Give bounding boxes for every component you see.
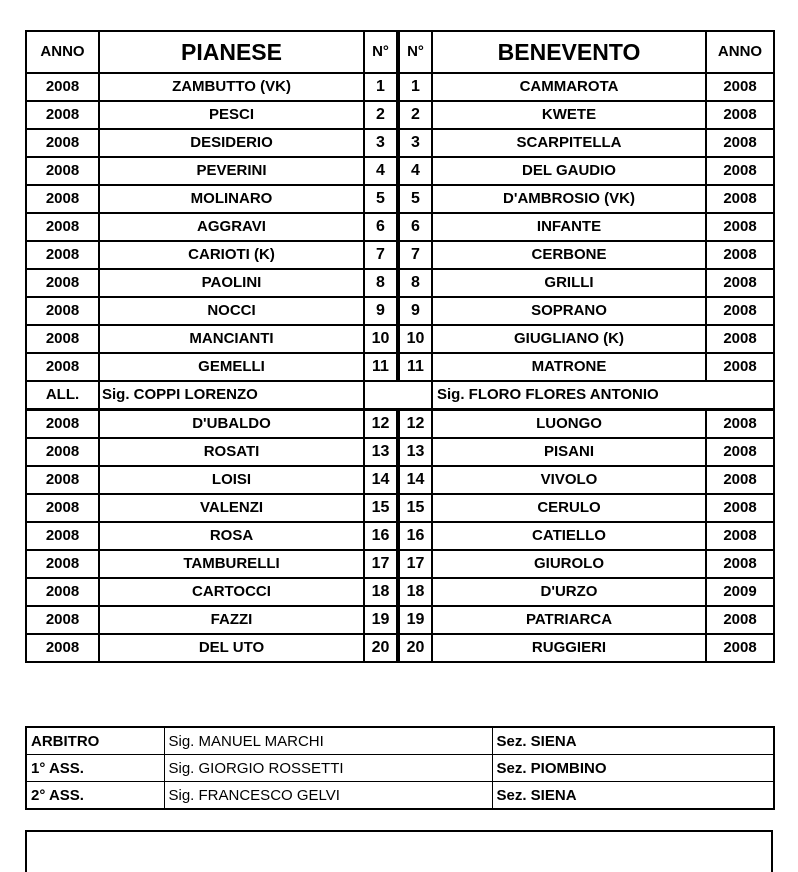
home-player-year: 2008 (26, 410, 99, 439)
home-player-name: CARIOTI (K) (99, 241, 364, 269)
home-number-header: N° (364, 31, 398, 73)
away-player-year: 2008 (706, 466, 774, 494)
home-year-header: ANNO (26, 31, 99, 73)
away-coach-name: Sig. FLORO FLORES ANTONIO (432, 381, 774, 410)
away-player-name: D'AMBROSIO (VK) (432, 185, 706, 213)
away-player-number: 1 (398, 73, 432, 101)
home-player-number: 18 (364, 578, 398, 606)
player-row (26, 185, 774, 213)
official-name: Sig. FRANCESCO GELVI (164, 782, 492, 810)
home-player-number: 6 (364, 213, 398, 241)
away-player-year: 2008 (706, 185, 774, 213)
away-player-year: 2008 (706, 101, 774, 129)
away-player-name: GRILLI (432, 269, 706, 297)
away-player-year: 2009 (706, 578, 774, 606)
home-player-year: 2008 (26, 438, 99, 466)
away-player-name: GIUROLO (432, 550, 706, 578)
away-player-year: 2008 (706, 241, 774, 269)
away-player-number: 4 (398, 157, 432, 185)
home-player-number: 16 (364, 522, 398, 550)
home-player-number: 2 (364, 101, 398, 129)
home-player-name: CARTOCCI (99, 578, 364, 606)
home-player-number: 17 (364, 550, 398, 578)
coaches-empty-cell (364, 381, 432, 410)
player-row (26, 101, 774, 129)
away-player-number: 11 (398, 353, 432, 381)
official-name: Sig. GIORGIO ROSSETTI (164, 755, 492, 782)
away-player-name: CAMMAROTA (432, 73, 706, 101)
home-player-year: 2008 (26, 213, 99, 241)
home-player-name: DESIDERIO (99, 129, 364, 157)
player-row (26, 353, 774, 381)
official-row (26, 782, 774, 810)
away-player-name: CATIELLO (432, 522, 706, 550)
home-player-year: 2008 (26, 269, 99, 297)
coaches-row-group (26, 381, 774, 410)
home-player-year: 2008 (26, 101, 99, 129)
away-player-year: 2008 (706, 353, 774, 381)
away-player-year: 2008 (706, 269, 774, 297)
away-player-year: 2008 (706, 213, 774, 241)
away-player-year: 2008 (706, 606, 774, 634)
home-player-number: 14 (364, 466, 398, 494)
away-player-year: 2008 (706, 410, 774, 439)
away-player-number: 12 (398, 410, 432, 439)
home-coach-name: Sig. COPPI LORENZO (99, 381, 364, 410)
staff-label: ALL. (26, 381, 99, 410)
player-row (26, 269, 774, 297)
away-player-name: CERULO (432, 494, 706, 522)
away-number-header: N° (398, 31, 432, 73)
away-player-number: 6 (398, 213, 432, 241)
home-player-name: FAZZI (99, 606, 364, 634)
player-row (26, 241, 774, 269)
home-player-year: 2008 (26, 578, 99, 606)
home-player-year: 2008 (26, 325, 99, 353)
home-player-name: ZAMBUTTO (VK) (99, 73, 364, 101)
home-player-name: PEVERINI (99, 157, 364, 185)
player-row (26, 494, 774, 522)
home-player-number: 8 (364, 269, 398, 297)
home-player-name: LOISI (99, 466, 364, 494)
notes-box (25, 830, 773, 872)
home-player-name: TAMBURELLI (99, 550, 364, 578)
away-player-number: 18 (398, 578, 432, 606)
away-player-name: GIUGLIANO (K) (432, 325, 706, 353)
away-player-name: CERBONE (432, 241, 706, 269)
away-player-name: VIVOLO (432, 466, 706, 494)
player-row (26, 550, 774, 578)
away-player-name: SCARPITELLA (432, 129, 706, 157)
player-row (26, 410, 774, 439)
home-player-number: 11 (364, 353, 398, 381)
official-role: 1° ASS. (26, 755, 164, 782)
away-player-name: D'URZO (432, 578, 706, 606)
away-player-name: DEL GAUDIO (432, 157, 706, 185)
away-player-name: RUGGIERI (432, 634, 706, 662)
player-row (26, 438, 774, 466)
home-player-year: 2008 (26, 550, 99, 578)
player-row (26, 73, 774, 101)
home-player-name: VALENZI (99, 494, 364, 522)
away-player-number: 3 (398, 129, 432, 157)
home-player-year: 2008 (26, 494, 99, 522)
away-player-number: 17 (398, 550, 432, 578)
away-player-name: LUONGO (432, 410, 706, 439)
player-row (26, 297, 774, 325)
home-player-number: 13 (364, 438, 398, 466)
away-player-year: 2008 (706, 550, 774, 578)
official-role: ARBITRO (26, 727, 164, 755)
home-player-number: 3 (364, 129, 398, 157)
home-player-name: D'UBALDO (99, 410, 364, 439)
home-player-year: 2008 (26, 522, 99, 550)
away-player-number: 19 (398, 606, 432, 634)
home-player-year: 2008 (26, 129, 99, 157)
away-player-year: 2008 (706, 129, 774, 157)
player-row (26, 578, 774, 606)
home-player-year: 2008 (26, 73, 99, 101)
officials-table (25, 726, 775, 810)
away-player-year: 2008 (706, 325, 774, 353)
away-team-name: BENEVENTO (432, 31, 706, 73)
home-player-year: 2008 (26, 185, 99, 213)
official-row (26, 755, 774, 782)
player-row (26, 522, 774, 550)
away-player-name: INFANTE (432, 213, 706, 241)
away-player-number: 2 (398, 101, 432, 129)
home-player-year: 2008 (26, 297, 99, 325)
official-section: Sez. SIENA (492, 727, 774, 755)
away-player-name: PISANI (432, 438, 706, 466)
away-player-number: 14 (398, 466, 432, 494)
home-player-year: 2008 (26, 241, 99, 269)
away-player-name: KWETE (432, 101, 706, 129)
starters-list (26, 73, 774, 381)
reserves-list (26, 410, 774, 663)
official-name: Sig. MANUEL MARCHI (164, 727, 492, 755)
home-player-name: PAOLINI (99, 269, 364, 297)
home-player-number: 15 (364, 494, 398, 522)
away-player-year: 2008 (706, 522, 774, 550)
home-team-name: PIANESE (99, 31, 364, 73)
home-player-number: 19 (364, 606, 398, 634)
home-player-number: 12 (364, 410, 398, 439)
away-player-year: 2008 (706, 297, 774, 325)
home-player-name: AGGRAVI (99, 213, 364, 241)
home-player-year: 2008 (26, 634, 99, 662)
away-player-number: 16 (398, 522, 432, 550)
away-player-number: 9 (398, 297, 432, 325)
away-player-name: MATRONE (432, 353, 706, 381)
home-player-number: 5 (364, 185, 398, 213)
away-player-number: 5 (398, 185, 432, 213)
home-player-name: ROSA (99, 522, 364, 550)
away-player-number: 13 (398, 438, 432, 466)
away-player-number: 15 (398, 494, 432, 522)
away-player-number: 7 (398, 241, 432, 269)
player-row (26, 325, 774, 353)
player-row (26, 634, 774, 662)
home-player-number: 9 (364, 297, 398, 325)
away-player-year: 2008 (706, 634, 774, 662)
coaches-row (26, 381, 774, 410)
home-player-year: 2008 (26, 353, 99, 381)
home-player-name: PESCI (99, 101, 364, 129)
home-player-year: 2008 (26, 606, 99, 634)
away-player-number: 8 (398, 269, 432, 297)
away-player-name: SOPRANO (432, 297, 706, 325)
away-player-year: 2008 (706, 494, 774, 522)
home-player-name: GEMELLI (99, 353, 364, 381)
official-section: Sez. SIENA (492, 782, 774, 810)
away-player-year: 2008 (706, 157, 774, 185)
home-player-year: 2008 (26, 157, 99, 185)
away-player-name: PATRIARCA (432, 606, 706, 634)
player-row (26, 157, 774, 185)
home-player-number: 10 (364, 325, 398, 353)
player-row (26, 129, 774, 157)
player-row (26, 606, 774, 634)
home-player-name: MOLINARO (99, 185, 364, 213)
away-year-header: ANNO (706, 31, 774, 73)
away-player-number: 20 (398, 634, 432, 662)
home-player-number: 7 (364, 241, 398, 269)
home-player-year: 2008 (26, 466, 99, 494)
home-player-name: ROSATI (99, 438, 364, 466)
home-player-number: 1 (364, 73, 398, 101)
away-player-year: 2008 (706, 73, 774, 101)
official-row (26, 727, 774, 755)
home-player-number: 4 (364, 157, 398, 185)
away-player-number: 10 (398, 325, 432, 353)
home-player-name: DEL UTO (99, 634, 364, 662)
lineup-table (25, 30, 775, 663)
player-row (26, 466, 774, 494)
away-player-year: 2008 (706, 438, 774, 466)
official-section: Sez. PIOMBINO (492, 755, 774, 782)
official-role: 2° ASS. (26, 782, 164, 810)
home-player-name: MANCIANTI (99, 325, 364, 353)
player-row (26, 213, 774, 241)
home-player-name: NOCCI (99, 297, 364, 325)
home-player-number: 20 (364, 634, 398, 662)
lineup-header-row (26, 31, 774, 73)
